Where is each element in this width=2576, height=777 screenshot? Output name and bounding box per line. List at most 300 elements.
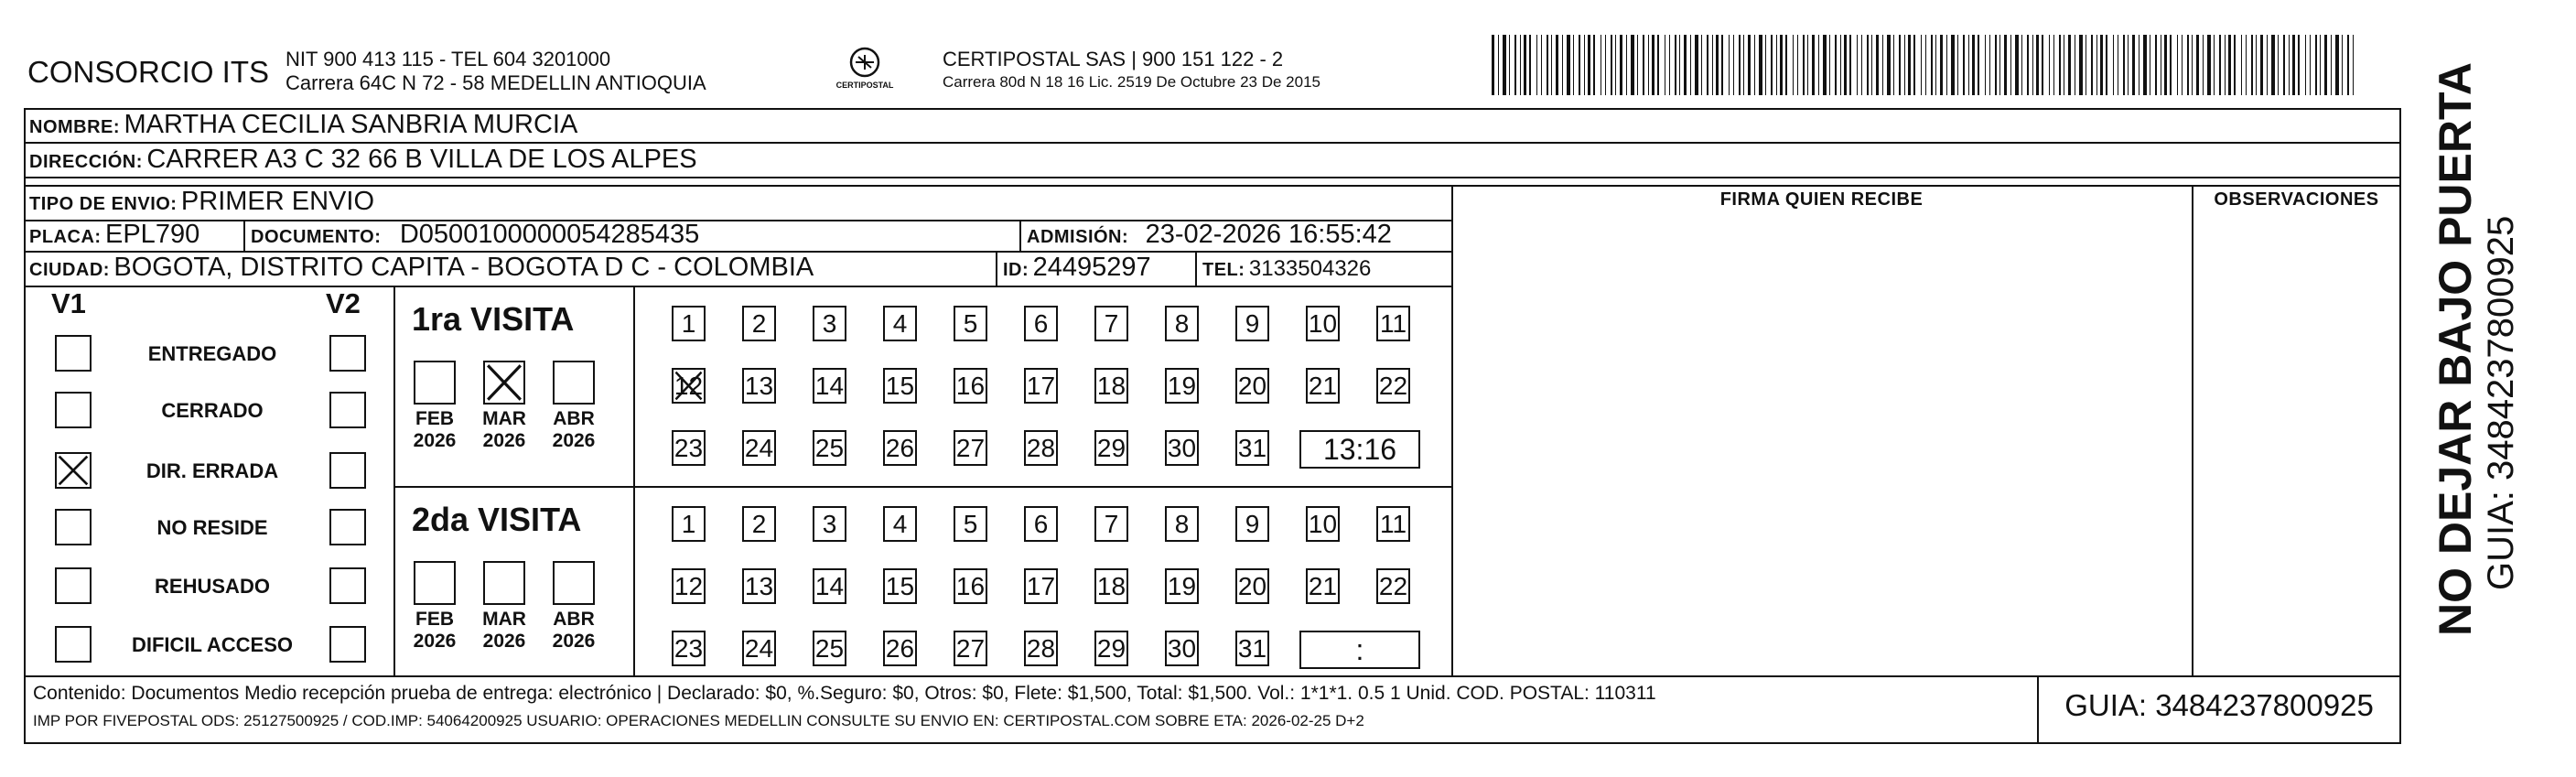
barcode-bar	[2246, 35, 2247, 95]
barcode-bar	[1849, 35, 1851, 95]
day-checkbox[interactable]	[954, 506, 987, 542]
day-checkbox[interactable]	[1094, 631, 1128, 666]
barcode-bar	[1684, 35, 1687, 95]
barcode-bar	[2251, 35, 2253, 95]
day-checkbox[interactable]	[883, 430, 917, 466]
day-checkbox[interactable]	[1094, 506, 1128, 542]
time-field[interactable]	[1299, 631, 1420, 669]
barcode-bar	[1503, 35, 1506, 95]
month-year: 2026	[552, 631, 596, 652]
barcode-bar	[2182, 35, 2183, 95]
barcode-bar	[1867, 35, 1869, 95]
barcode-bar	[1871, 35, 1872, 95]
barcode-bar	[1887, 35, 1891, 95]
barcode-bar	[1754, 35, 1755, 95]
time-value: 13:16	[1322, 433, 1397, 466]
barcode-bar	[1908, 35, 1911, 95]
month-name: FEB	[415, 408, 454, 429]
day-checkbox[interactable]	[672, 306, 706, 341]
barcode-bar	[1999, 35, 2000, 95]
company-address: Carrera 64C N 72 - 58 MEDELLIN ANTIOQUIA	[286, 71, 706, 94]
placa-label: PLACA:	[29, 227, 102, 247]
barcode-bar	[1541, 35, 1542, 95]
day-checkbox[interactable]	[813, 506, 846, 542]
day-checkbox[interactable]	[954, 631, 987, 666]
day-number: 23	[674, 434, 704, 462]
barcode-bar	[2068, 35, 2071, 95]
v1-checkbox[interactable]	[55, 335, 92, 372]
day-number: 5	[963, 309, 978, 338]
barcode-bar	[2298, 35, 2300, 95]
barcode-bar	[2331, 35, 2332, 95]
month-checkbox[interactable]	[553, 361, 595, 405]
barcode-bar	[1776, 35, 1777, 95]
courier-name: CERTIPOSTAL SAS | 900 151 122 - 2	[943, 48, 1284, 70]
day-number: 17	[1026, 372, 1056, 400]
barcode-bar	[1771, 35, 1773, 95]
barcode-bar	[2100, 35, 2103, 95]
barcode-bar	[1829, 35, 1830, 95]
barcode-bar	[1637, 35, 1638, 95]
id-label: ID:	[1003, 260, 1029, 280]
barcode-bar	[1978, 35, 1979, 95]
day-checkbox[interactable]	[954, 306, 987, 341]
barcode-bar	[1669, 35, 1670, 95]
barcode-bar	[1931, 35, 1933, 95]
day-checkbox[interactable]	[1376, 568, 1410, 604]
day-number: 24	[744, 634, 774, 663]
day-checkbox[interactable]	[742, 430, 776, 466]
tipo-envio-row	[29, 187, 374, 218]
barcode-bar	[1690, 35, 1691, 95]
barcode-bar	[2196, 35, 2199, 95]
barcode-bar	[2164, 35, 2167, 95]
day-number: 16	[955, 572, 986, 600]
barcode-bar	[1716, 35, 1719, 95]
barcode-bar	[1921, 35, 1922, 95]
barcode-bar	[1899, 35, 1901, 95]
barcode-bar	[2335, 35, 2339, 95]
barcode-bar	[1935, 35, 1936, 95]
day-number: 25	[814, 634, 845, 663]
barcode-bar	[1605, 35, 1606, 95]
day-number: 2	[751, 309, 767, 338]
barcode-bar	[2015, 35, 2019, 95]
footer-contenido: Contenido: Documentos Medio recepción prueba de entrega: electrónico | Declarado: $0, %.Seguro: $0, Otros: $0, Flete: $1,500, Total: $1,500. Vol.: 1*1*1. 0.5 1 Unid. COD. POSTAL: 110311	[33, 683, 1656, 704]
barcode-bar	[1721, 35, 1723, 95]
barcode-bar	[1529, 35, 1531, 95]
month-checkbox[interactable]	[483, 361, 525, 405]
barcode-bar	[1547, 35, 1548, 95]
barcode-bar	[1492, 35, 1494, 95]
day-number: 17	[1026, 572, 1056, 600]
day-checkbox[interactable]	[1094, 430, 1128, 466]
day-checkbox[interactable]	[1094, 368, 1128, 404]
barcode-bar	[1514, 35, 1516, 95]
barcode	[1492, 35, 2361, 95]
day-number: 20	[1237, 572, 1267, 600]
day-checkbox[interactable]	[1165, 506, 1199, 542]
day-number: 22	[1378, 572, 1408, 600]
day-checkbox[interactable]	[1306, 306, 1340, 341]
v1-checkbox[interactable]	[55, 392, 92, 428]
month-label	[472, 408, 536, 452]
barcode-bar	[1925, 35, 1926, 95]
day-checkbox[interactable]	[1165, 568, 1199, 604]
barcode-bar	[2059, 35, 2061, 95]
day-checkbox[interactable]	[1165, 306, 1199, 341]
barcode-bar	[1675, 35, 1676, 95]
day-checkbox[interactable]	[883, 631, 917, 666]
v1-checkbox[interactable]	[55, 509, 92, 545]
day-checkbox[interactable]	[1235, 568, 1269, 604]
day-checkbox[interactable]	[1235, 306, 1269, 341]
barcode-bar	[1876, 35, 1879, 95]
side-warning: NO DEJAR BAJO PUERTA	[2430, 62, 2481, 636]
day-checkbox[interactable]	[742, 631, 776, 666]
barcode-bar	[1793, 35, 1794, 95]
day-number: 29	[1096, 634, 1126, 663]
day-number: 9	[1245, 309, 1260, 338]
barcode-bar	[1657, 35, 1659, 95]
barcode-bar	[1498, 35, 1499, 95]
barcode-bar	[2027, 35, 2029, 95]
day-number: 14	[814, 372, 845, 400]
barcode-bar	[2032, 35, 2033, 95]
barcode-bar	[1780, 35, 1783, 95]
status-label: DIR. ERRADA	[146, 459, 279, 482]
day-number: 26	[885, 634, 915, 663]
day-checkbox[interactable]	[883, 568, 917, 604]
barcode-bar	[2219, 35, 2221, 95]
barcode-bar	[1951, 35, 1955, 95]
day-checkbox[interactable]	[1165, 430, 1199, 466]
placa-value: EPL790	[105, 220, 200, 249]
day-checkbox[interactable]	[1306, 506, 1340, 542]
month-label	[542, 609, 606, 653]
day-number: 11	[1379, 309, 1407, 338]
status-label: REHUSADO	[155, 575, 270, 598]
day-checkbox[interactable]	[883, 506, 917, 542]
documento-label: DOCUMENTO:	[251, 227, 382, 247]
barcode-bar	[1743, 35, 1744, 95]
side-text	[2430, 62, 2567, 636]
v2-checkbox[interactable]	[329, 335, 366, 372]
month-year: 2026	[413, 631, 457, 652]
v1-checkbox[interactable]	[55, 626, 92, 663]
direccion-value: CARRER A3 C 32 66 B VILLA DE LOS ALPES	[146, 145, 697, 174]
v2-checkbox[interactable]	[329, 392, 366, 428]
day-number: 3	[822, 309, 837, 338]
day-checkbox[interactable]	[883, 306, 917, 341]
barcode-bar	[2283, 35, 2285, 95]
day-number: 13	[744, 372, 774, 400]
barcode-bar	[2123, 35, 2125, 95]
barcode-bar	[2128, 35, 2129, 95]
barcode-bar	[2234, 35, 2236, 95]
direccion-label: DIRECCIÓN:	[29, 152, 143, 172]
day-number: 5	[963, 510, 978, 538]
day-number: 15	[885, 372, 915, 400]
certipostal-logo	[819, 44, 911, 101]
v2-checkbox[interactable]	[329, 452, 366, 489]
barcode-bar	[2091, 35, 2093, 95]
day-checkbox[interactable]	[813, 306, 846, 341]
day-checkbox[interactable]	[1235, 506, 1269, 542]
day-checkbox[interactable]	[672, 568, 706, 604]
observaciones-header: OBSERVACIONES	[2214, 189, 2379, 210]
day-number: 11	[1379, 510, 1407, 538]
day-checkbox[interactable]	[1165, 631, 1199, 666]
barcode-bar	[1701, 35, 1702, 95]
barcode-bar	[1985, 35, 1986, 95]
barcode-bar	[2320, 35, 2321, 95]
day-checkbox[interactable]	[1024, 430, 1058, 466]
barcode-bar	[1913, 35, 1915, 95]
day-number: 28	[1026, 434, 1056, 462]
day-checkbox[interactable]	[1165, 368, 1199, 404]
day-number: 18	[1096, 372, 1126, 400]
barcode-bar	[2207, 35, 2211, 95]
footer-guia: GUIA: 3484237800925	[2064, 688, 2374, 722]
barcode-bar	[2192, 35, 2193, 95]
barcode-bar	[1567, 35, 1570, 95]
barcode-bar	[1893, 35, 1894, 95]
day-checkbox[interactable]	[1235, 430, 1269, 466]
day-checkbox[interactable]	[742, 306, 776, 341]
day-checkbox[interactable]	[813, 631, 846, 666]
documento-cell	[251, 220, 699, 250]
side-guia: GUIA: 3484237800925	[2481, 215, 2521, 590]
barcode-bar	[1648, 35, 1649, 95]
month-label	[403, 609, 467, 653]
v1-checkbox[interactable]	[55, 567, 92, 604]
day-checkbox[interactable]	[1306, 368, 1340, 404]
company-nit: NIT 900 413 115 - TEL 604 3201000	[286, 48, 611, 70]
barcode-bar	[1989, 35, 1990, 95]
day-checkbox[interactable]	[954, 568, 987, 604]
day-number: 12	[674, 372, 704, 400]
day-checkbox[interactable]	[1024, 306, 1058, 341]
v1-checkbox[interactable]	[55, 452, 92, 489]
day-number: 18	[1096, 572, 1126, 600]
barcode-bar	[1812, 35, 1815, 95]
day-number: 2	[751, 510, 767, 538]
barcode-bar	[2010, 35, 2011, 95]
courier-address: Carrera 80d N 18 16 Lic. 2519 De Octubre 23 De 2015	[943, 73, 1320, 91]
day-checkbox[interactable]	[1024, 368, 1058, 404]
day-checkbox[interactable]	[1024, 631, 1058, 666]
day-checkbox[interactable]	[954, 368, 987, 404]
day-checkbox[interactable]	[1024, 568, 1058, 604]
barcode-bar	[1679, 35, 1680, 95]
barcode-bar	[1643, 35, 1644, 95]
barcode-bar	[2079, 35, 2083, 95]
barcode-bar	[1840, 35, 1841, 95]
firma-header: FIRMA QUIEN RECIBE	[1719, 189, 1924, 210]
day-checkbox[interactable]	[1235, 631, 1269, 666]
day-checkbox[interactable]	[672, 430, 706, 466]
barcode-bar	[1861, 35, 1862, 95]
day-number: 10	[1308, 510, 1338, 538]
v2-checkbox[interactable]	[329, 509, 366, 545]
day-number: 23	[674, 634, 704, 663]
barcode-bar	[1593, 35, 1595, 95]
barcode-bar	[1652, 35, 1654, 95]
day-checkbox[interactable]	[954, 430, 987, 466]
barcode-bar	[1857, 35, 1858, 95]
barcode-bar	[2353, 35, 2354, 95]
day-checkbox[interactable]	[1376, 506, 1410, 542]
day-number: 19	[1167, 372, 1197, 400]
barcode-bar	[2214, 35, 2215, 95]
ciudad-value: BOGOTA, DISTRITO CAPITA - BOGOTA D C - COLOMBIA	[113, 253, 814, 282]
barcode-bar	[1509, 35, 1510, 95]
barcode-bar	[2042, 35, 2043, 95]
day-checkbox[interactable]	[672, 506, 706, 542]
barcode-bar	[1620, 35, 1622, 95]
admision-value: 23-02-2026 16:55:42	[1145, 220, 1392, 249]
day-number: 4	[892, 309, 908, 338]
barcode-bar	[2292, 35, 2295, 95]
day-number: 8	[1174, 309, 1190, 338]
day-checkbox[interactable]	[883, 368, 917, 404]
nombre-row	[29, 110, 577, 141]
day-number: 7	[1104, 309, 1119, 338]
day-number: 15	[885, 572, 915, 600]
tipo-envio-value: PRIMER ENVIO	[180, 187, 375, 216]
barcode-bar	[1995, 35, 1997, 95]
status-label: ENTREGADO	[147, 342, 277, 365]
barcode-bar	[1520, 35, 1521, 95]
barcode-bar	[1818, 35, 1819, 95]
barcode-bar	[1712, 35, 1713, 95]
day-number: 8	[1174, 510, 1190, 538]
barcode-bar	[2053, 35, 2054, 95]
day-number: 7	[1104, 510, 1119, 538]
placa-cell	[29, 220, 199, 250]
barcode-bar	[1739, 35, 1741, 95]
day-checkbox[interactable]	[813, 568, 846, 604]
tel-value: 3133504326	[1248, 256, 1372, 281]
day-number: 13	[744, 572, 774, 600]
barcode-bar	[1524, 35, 1526, 95]
barcode-bar	[1748, 35, 1751, 95]
barcode-bar	[1615, 35, 1616, 95]
day-number: 27	[955, 434, 986, 462]
barcode-bar	[1797, 35, 1798, 95]
time-value: :	[1355, 633, 1364, 666]
barcode-bar	[2203, 35, 2204, 95]
barcode-bar	[2113, 35, 2114, 95]
tel-label: TEL:	[1202, 260, 1245, 280]
day-checkbox[interactable]	[742, 568, 776, 604]
v2-checkbox[interactable]	[329, 567, 366, 604]
day-checkbox[interactable]	[1235, 368, 1269, 404]
barcode-bar	[1957, 35, 1958, 95]
day-number: 21	[1308, 572, 1338, 600]
month-year: 2026	[482, 430, 526, 451]
day-checkbox[interactable]	[742, 506, 776, 542]
barcode-bar	[1588, 35, 1590, 95]
barcode-bar	[2342, 35, 2343, 95]
id-cell	[1003, 253, 1151, 283]
id-value: 24495297	[1032, 253, 1151, 282]
barcode-bar	[2106, 35, 2107, 95]
day-checkbox[interactable]	[813, 430, 846, 466]
time-field[interactable]	[1299, 430, 1420, 469]
day-checkbox[interactable]	[1024, 506, 1058, 542]
day-checkbox[interactable]	[1094, 306, 1128, 341]
barcode-bar	[1835, 35, 1837, 95]
month-checkbox[interactable]	[483, 561, 525, 605]
barcode-bar	[1946, 35, 1947, 95]
day-checkbox[interactable]	[742, 368, 776, 404]
barcode-bar	[1551, 35, 1552, 95]
day-number: 4	[892, 510, 908, 538]
v2-checkbox[interactable]	[329, 626, 366, 663]
day-checkbox[interactable]	[1306, 568, 1340, 604]
month-label	[542, 408, 606, 452]
barcode-bar	[1562, 35, 1563, 95]
day-number: 1	[681, 309, 696, 338]
month-year: 2026	[482, 631, 526, 652]
barcode-bar	[2228, 35, 2231, 95]
day-number: 28	[1026, 634, 1056, 663]
barcode-bar	[1904, 35, 1905, 95]
barcode-bar	[2049, 35, 2050, 95]
barcode-bar	[2278, 35, 2279, 95]
day-number: 10	[1308, 309, 1338, 338]
barcode-bar	[2004, 35, 2007, 95]
day-checkbox[interactable]	[672, 368, 706, 404]
day-number: 12	[674, 572, 704, 600]
day-number: 31	[1237, 434, 1267, 462]
barcode-bar	[2310, 35, 2311, 95]
barcode-bar	[2170, 35, 2172, 95]
status-label: CERRADO	[161, 399, 264, 422]
barcode-bar	[2324, 35, 2327, 95]
barcode-bar	[2225, 35, 2226, 95]
day-checkbox[interactable]	[672, 631, 706, 666]
observaciones-area[interactable]	[2195, 221, 2399, 674]
day-checkbox[interactable]	[1094, 568, 1128, 604]
day-number: 6	[1033, 510, 1049, 538]
barcode-bar	[2187, 35, 2189, 95]
barcode-bar	[1940, 35, 1943, 95]
firma-area[interactable]	[1455, 221, 2190, 674]
month-checkbox[interactable]	[414, 361, 456, 405]
direccion-row	[29, 145, 697, 176]
day-checkbox[interactable]	[813, 368, 846, 404]
barcode-bar	[2096, 35, 2097, 95]
nombre-value: MARTHA CECILIA SANBRIA MURCIA	[124, 110, 578, 139]
month-label	[403, 408, 467, 452]
month-checkbox[interactable]	[553, 561, 595, 605]
day-checkbox[interactable]	[1376, 306, 1410, 341]
barcode-bar	[2256, 35, 2257, 95]
day-checkbox[interactable]	[1376, 368, 1410, 404]
nombre-label: NOMBRE:	[29, 117, 121, 137]
barcode-bar	[1707, 35, 1708, 95]
ciudad-label: CIUDAD:	[29, 260, 110, 280]
visit-title: 2da VISITA	[412, 501, 582, 538]
barcode-bar	[2305, 35, 2306, 95]
day-number: 14	[814, 572, 845, 600]
barcode-bar	[2289, 35, 2290, 95]
footer-imp: IMP POR FIVEPOSTAL ODS: 25127500925 / COD.IMP: 54064200925 USUARIO: OPERACIONES MEDELLIN CONSULTE SU ENVIO EN: CERTIPOSTAL.COM SOBRE ETA: 2026-02-25 D+2	[33, 712, 1364, 729]
month-checkbox[interactable]	[414, 561, 456, 605]
